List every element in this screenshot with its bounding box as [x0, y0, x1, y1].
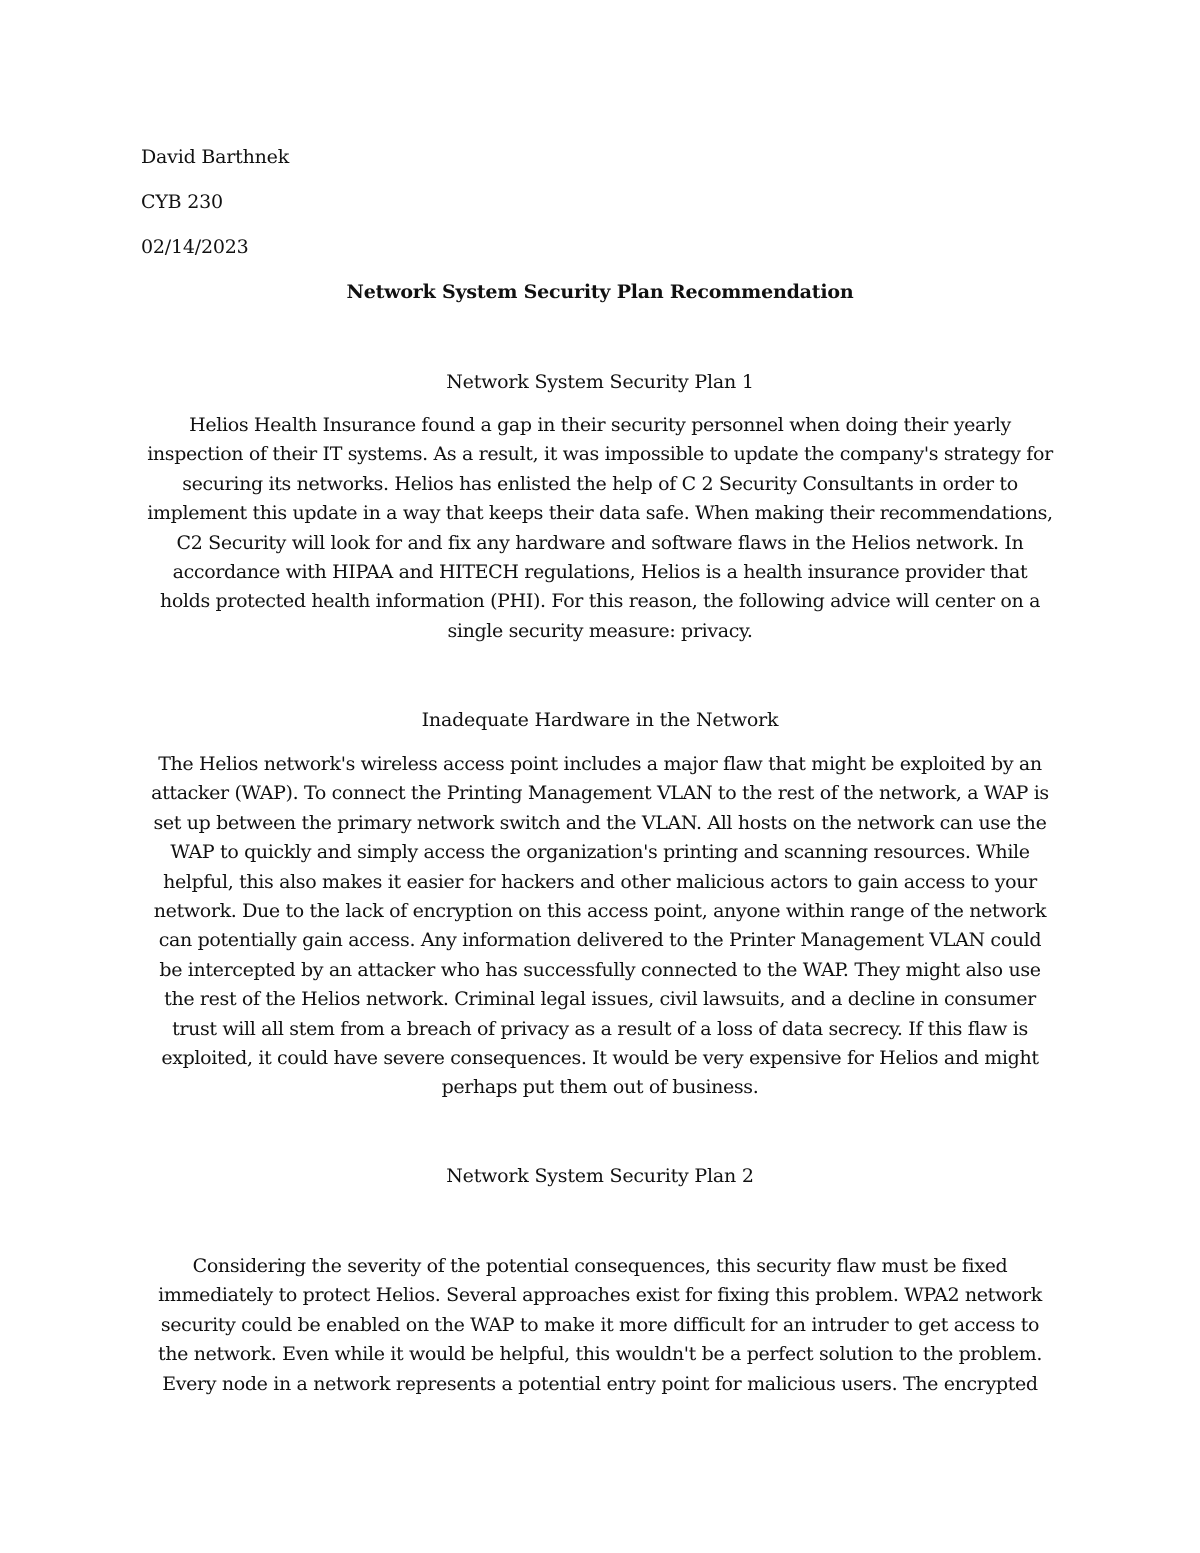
paragraph-line: set up between the primary network switch and the VLAN. All hosts on the network can use the — [153, 811, 1047, 834]
paragraph-line: C2 Security will look for and fix any hardware and software flaws in the Helios network. In — [176, 531, 1024, 554]
paragraph-line: The Helios network's wireless access point includes a major flaw that might be exploited by an — [158, 753, 1042, 775]
paragraph-line: exploited, it could have severe consequences. It would be very expensive for Helios and might — [161, 1047, 1039, 1070]
paragraph-line: implement this update in a way that keeps their data safe. When making their recommendations, — [147, 502, 1053, 525]
paragraph-line: immediately to protect Helios. Several approaches exist for fixing this problem. WPA2 network — [158, 1284, 1042, 1307]
paragraph-line: the rest of the Helios network. Criminal legal issues, civil lawsuits, and a decline in consumer — [164, 988, 1036, 1011]
document-title: Network System Security Plan Recommendation — [346, 281, 854, 303]
paragraph-line: network. Due to the lack of encryption on this access point, anyone within range of the network — [153, 900, 1047, 923]
paragraph-line: holds protected health information (PHI). For this reason, the following advice will center on a — [159, 590, 1041, 613]
paragraph-plan-1 — [120, 411, 1080, 646]
paragraph-line: securing its networks. Helios has enlisted the help of C 2 Security Consultants in order to — [182, 472, 1018, 495]
paragraph-line: Helios Health Insurance found a gap in their security personnel when doing their yearly — [189, 414, 1011, 436]
document-date: 02/14/2023 — [141, 236, 249, 258]
paragraph-line: single security measure: privacy. — [447, 619, 753, 642]
paragraph-line: Every node in a network represents a potential entry point for malicious users. The encrypted — [162, 1372, 1038, 1395]
author-name: David Barthnek — [141, 146, 290, 168]
paragraph-inadequate-hardware — [120, 750, 1080, 1103]
paragraph-line: inspection of their IT systems. As a result, it was impossible to update the company's strategy for — [147, 443, 1053, 466]
paragraph-line: Considering the severity of the potential consequences, this security flaw must be fixed — [192, 1255, 1008, 1277]
paragraph-line: be intercepted by an attacker who has successfully connected to the WAP. They might also use — [159, 958, 1041, 981]
paragraph-line: trust will all stem from a breach of privacy as a result of a loss of data secrecy. If this flaw is — [172, 1017, 1028, 1040]
paragraph-line: perhaps put them out of business. — [441, 1076, 759, 1099]
paragraph-line: helpful, this also makes it easier for hackers and other malicious actors to gain access to your — [163, 870, 1037, 893]
paragraph-line: accordance with HIPAA and HITECH regulations, Helios is a health insurance provider that — [172, 561, 1028, 584]
paragraph-line: can potentially gain access. Any information delivered to the Printer Management VLAN could — [158, 929, 1042, 952]
course-code: CYB 230 — [141, 191, 223, 213]
section-heading-inadequate-hardware: Inadequate Hardware in the Network — [421, 709, 779, 731]
paragraph-line: WAP to quickly and simply access the organization's printing and scanning resources. While — [170, 841, 1030, 864]
section-heading-plan-1: Network System Security Plan 1 — [446, 371, 754, 393]
paragraph-line: the network. Even while it would be helpful, this wouldn't be a perfect solution to the problem. — [157, 1343, 1043, 1366]
paragraph-line: attacker (WAP). To connect the Printing Management VLAN to the rest of the network, a WAP is — [151, 782, 1049, 805]
paragraph-plan-2 — [120, 1252, 1080, 1399]
paragraph-line: security could be enabled on the WAP to make it more difficult for an intruder to get access to — [160, 1313, 1040, 1336]
section-heading-plan-2: Network System Security Plan 2 — [446, 1165, 754, 1187]
